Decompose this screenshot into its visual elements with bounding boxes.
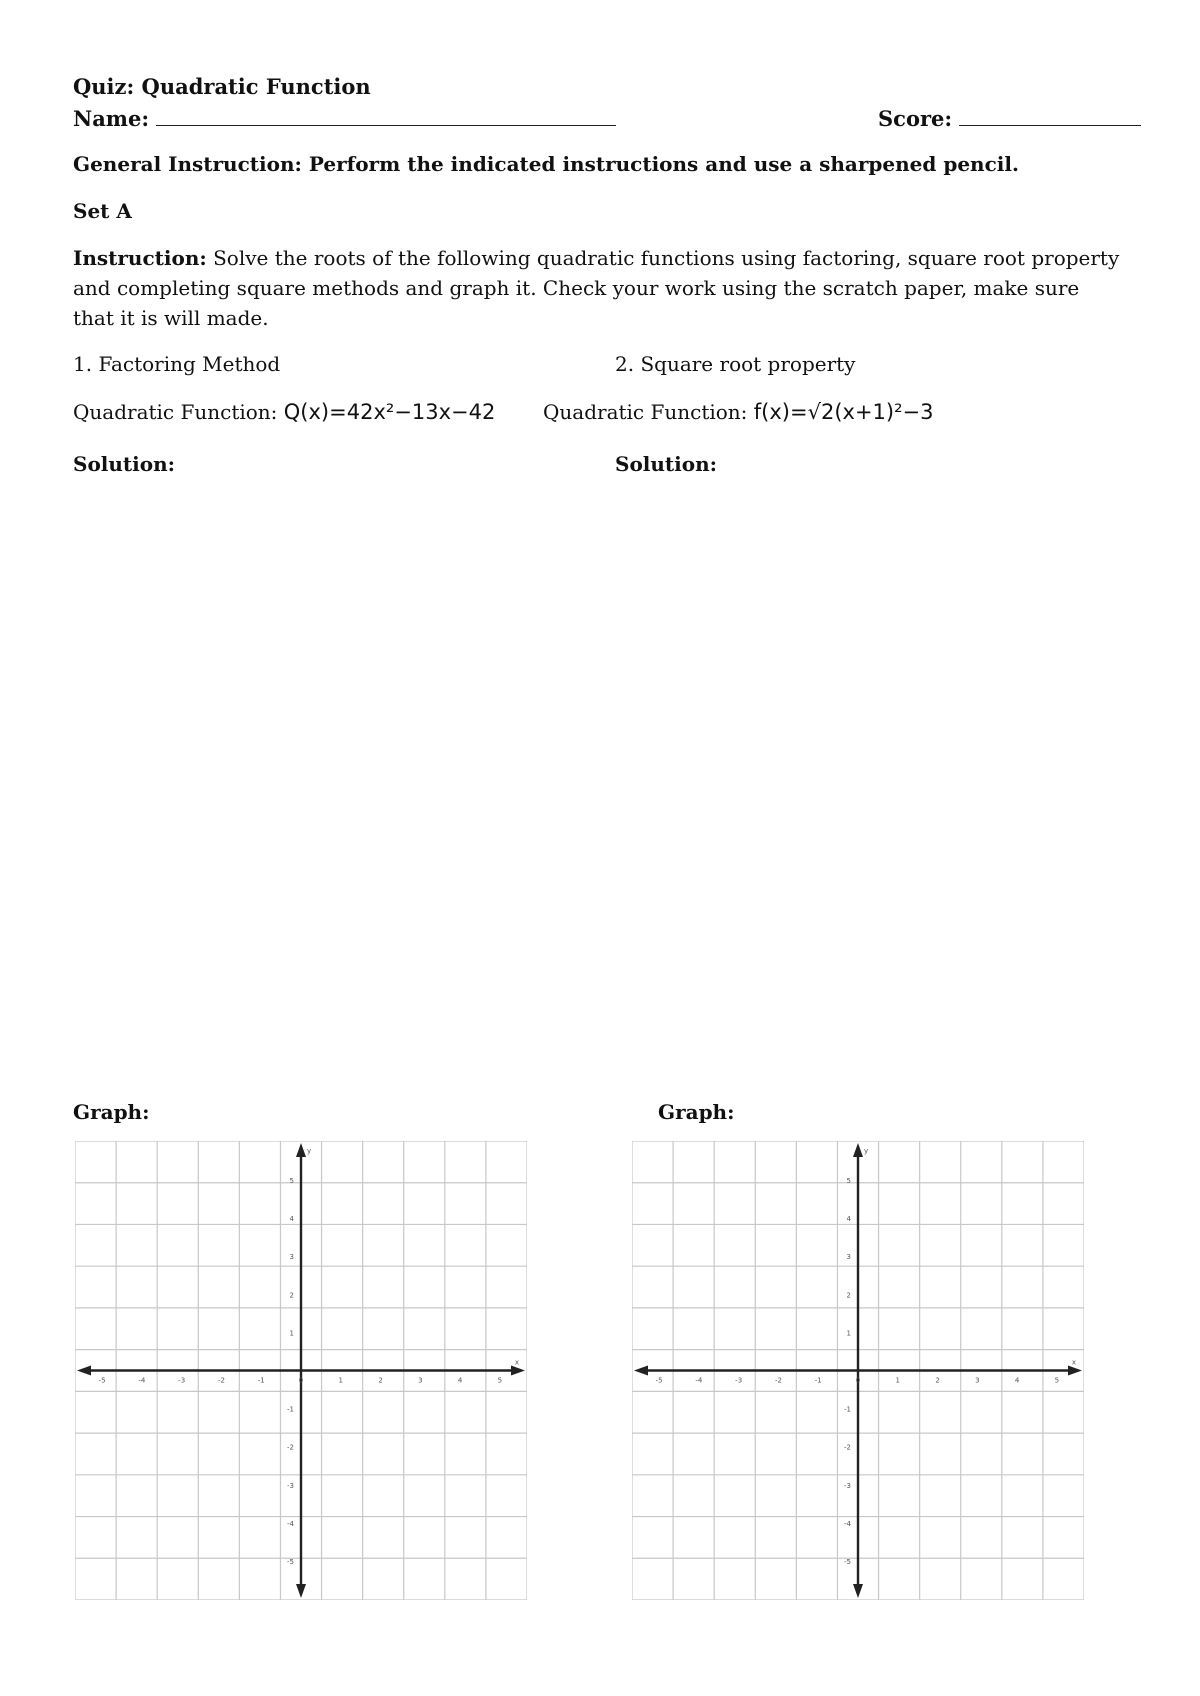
x-tick-label: 4 xyxy=(457,1376,463,1385)
coordinate-grid-2[interactable] xyxy=(632,1141,1084,1600)
x-tick-label: 5 xyxy=(497,1376,503,1385)
instruction-paragraph xyxy=(73,243,1123,333)
y-tick-label: 5 xyxy=(846,1177,851,1186)
problem-1-function xyxy=(73,400,495,424)
x-tick-label: -1 xyxy=(814,1376,822,1385)
y-tick-label: -1 xyxy=(287,1405,294,1414)
instruction-text: Solve the roots of the following quadratic functions using factoring, square root property and completing square methods and graph it. Check your work using the scratch paper, make sure that it is will made. xyxy=(73,246,1120,330)
x-tick-label: 4 xyxy=(1014,1376,1020,1385)
y-tick-label: -3 xyxy=(844,1481,851,1490)
x-tick-label: 3 xyxy=(975,1376,980,1385)
coordinate-grid-1[interactable] xyxy=(75,1141,527,1600)
y-tick-label: -1 xyxy=(844,1405,851,1414)
problem-2-graph-label: Graph: xyxy=(658,1100,735,1124)
name-blank[interactable] xyxy=(156,107,616,126)
problem-1-heading: 1. Factoring Method xyxy=(73,352,281,376)
x-axis-arrow-right xyxy=(1068,1366,1082,1376)
instruction-label: Instruction: xyxy=(73,246,207,270)
name-field[interactable] xyxy=(73,106,616,131)
x-tick-label: 3 xyxy=(418,1376,423,1385)
y-tick-label: 1 xyxy=(846,1329,851,1338)
x-tick-label: 0 xyxy=(855,1376,861,1385)
problem-2-function xyxy=(543,400,933,424)
problem-1-function-expression: Q(x)=42x²−13x−42 xyxy=(283,400,496,424)
y-tick-label: -3 xyxy=(287,1481,294,1490)
x-tick-label: -2 xyxy=(774,1376,782,1385)
problem-2-solution-label: Solution: xyxy=(615,452,718,476)
x-tick-label: -2 xyxy=(217,1376,225,1385)
score-blank[interactable] xyxy=(959,107,1141,126)
x-tick-label: 2 xyxy=(378,1376,383,1385)
y-axis-arrow-down xyxy=(296,1584,306,1598)
problem-2-function-expression: f(x)=√2(x+1)²−3 xyxy=(753,400,934,424)
x-tick-label: -4 xyxy=(695,1376,703,1385)
y-tick-label: 1 xyxy=(289,1329,294,1338)
x-tick-label: 0 xyxy=(298,1376,304,1385)
set-label: Set A xyxy=(73,199,132,223)
x-tick-label: -3 xyxy=(178,1376,186,1385)
x-tick-label: 1 xyxy=(895,1376,901,1385)
problem-1-solution-label: Solution: xyxy=(73,452,176,476)
y-axis-label: y xyxy=(307,1147,312,1155)
score-field[interactable] xyxy=(878,106,1141,131)
y-tick-label: 3 xyxy=(289,1253,294,1262)
problem-2-function-label: Quadratic Function: xyxy=(543,400,748,424)
general-instruction: General Instruction: Perform the indicated instructions and use a sharpened pencil. xyxy=(73,152,1019,176)
x-axis-arrow-right xyxy=(511,1366,525,1376)
x-axis-label: x xyxy=(514,1358,519,1367)
problem-2-solution-area[interactable] xyxy=(615,485,1115,1085)
y-axis-arrow-up xyxy=(853,1143,863,1157)
x-tick-label: -1 xyxy=(257,1376,265,1385)
x-axis-arrow-left xyxy=(77,1366,91,1376)
x-tick-label: 5 xyxy=(1054,1376,1060,1385)
x-axis-label: x xyxy=(1071,1358,1076,1367)
y-axis-arrow-down xyxy=(853,1584,863,1598)
y-tick-label: 3 xyxy=(846,1253,851,1262)
x-tick-label: -4 xyxy=(138,1376,146,1385)
problem-1-solution-area[interactable] xyxy=(73,485,573,1085)
y-axis-label: y xyxy=(864,1147,869,1155)
y-tick-label: -5 xyxy=(844,1557,851,1566)
x-tick-label: -5 xyxy=(655,1376,663,1385)
y-tick-label: -5 xyxy=(287,1557,294,1566)
y-tick-label: -4 xyxy=(844,1519,851,1528)
y-tick-label: 4 xyxy=(289,1215,294,1224)
x-tick-label: 2 xyxy=(935,1376,940,1385)
name-label: Name: xyxy=(73,106,150,131)
y-tick-label: 4 xyxy=(846,1215,851,1224)
y-tick-label: 2 xyxy=(289,1291,294,1300)
x-tick-label: -3 xyxy=(735,1376,743,1385)
x-tick-label: 1 xyxy=(338,1376,344,1385)
problem-1-graph-label: Graph: xyxy=(73,1100,150,1124)
y-tick-label: -4 xyxy=(287,1519,294,1528)
y-tick-label: 5 xyxy=(289,1177,294,1186)
y-axis-arrow-up xyxy=(296,1143,306,1157)
problem-1-function-label: Quadratic Function: xyxy=(73,400,278,424)
quiz-title: Quiz: Quadratic Function xyxy=(73,74,371,99)
y-tick-label: 2 xyxy=(846,1291,851,1300)
y-tick-label: -2 xyxy=(287,1443,294,1452)
score-label: Score: xyxy=(878,106,953,131)
x-tick-label: -5 xyxy=(98,1376,106,1385)
x-axis-arrow-left xyxy=(634,1366,648,1376)
problem-2-heading: 2. Square root property xyxy=(615,352,856,376)
y-tick-label: -2 xyxy=(844,1443,851,1452)
